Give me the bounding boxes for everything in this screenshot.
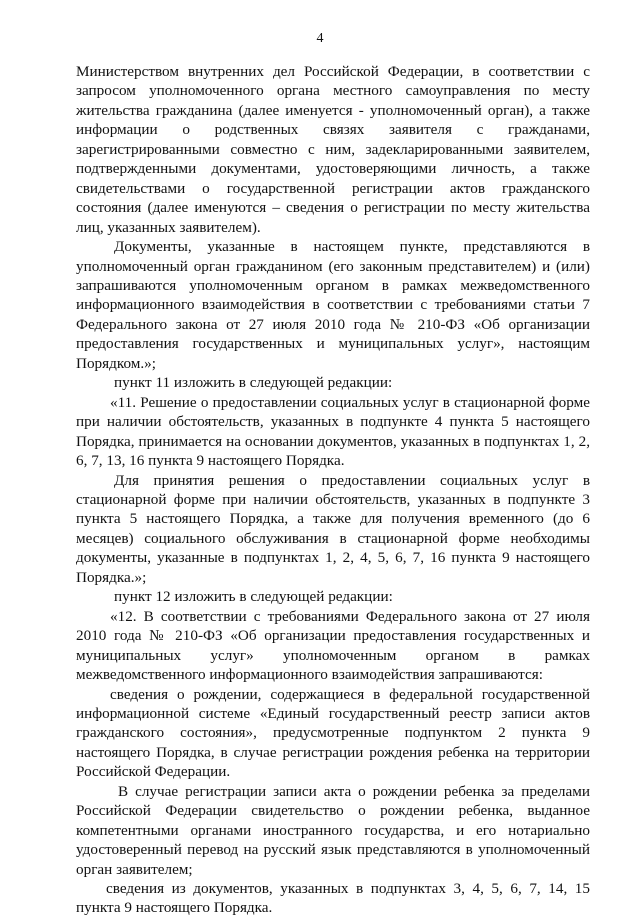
paragraph: Министерством внутренних дел Российской Федерации, в соответствии с запросом уполномоченного органа местного самоуправления по месту жительства гражданина (далее именуется - уполномоченный орган), а также информации о родственных связях заявителя с гражданами, зарегистрированными совместно с ним, задекларированными заявителем, подтвержденными документами, удостоверяющими личность, а также свидетельствами о государственной регистрации актов гражданского состояния (далее именуются – сведения о регистрации по месту жительства лиц, указанных заявителем).: [76, 63, 590, 236]
paragraph: «12. В соответствии с требованиями Федерального закона от 27 июля 2010 года № 210-ФЗ «Об организации предоставления государственных и муниципальных услуг» уполномоченным органом в рамках межведомственного информационного взаимодействия запрашиваются:: [76, 607, 590, 684]
document-body: [76, 62, 590, 918]
paragraph: В случае регистрации записи акта о рождении ребенка за пределами Российской Федерации свидетельство о рождении ребенка, выданное компетентными органами иностранного государства, и его нотариально удостоверенный перевод на русский язык представляются в уполномоченный орган заявителем;: [76, 782, 590, 878]
paragraph: «11. Решение о предоставлении социальных услуг в стационарной форме при наличии обстоятельств, указанных в подпункте 4 пункта 5 настоящего Порядка, принимается на основании документов, указанных в подпунктах 1, 2, 6, 7, 13, 16 пункта 9 настоящего Порядка.: [76, 393, 590, 470]
paragraph: Документы, указанные в настоящем пункте, представляются в уполномоченный орган гражданином (его законным представителем) и (или) запрашиваются уполномоченным органом в рамках межведомственного информационного взаимодействия в соответствии с требованиями статьи 7 Федерального закона от 27 июля 2010 года № 210-ФЗ «Об организации предоставления государственных и муниципальных услуг», настоящим Порядком.»;: [76, 238, 590, 372]
paragraph: пункт 11 изложить в следующей редакции:: [114, 374, 393, 392]
page-number: 4: [316, 31, 324, 46]
paragraph: пункт 12 изложить в следующей редакции:: [114, 588, 393, 606]
paragraph: сведения из документов, указанных в подпунктах 3, 4, 5, 6, 7, 14, 15 пункта 9 настоящего Порядка.: [76, 880, 590, 917]
paragraph: Для принятия решения о предоставлении социальных услуг в стационарной форме при наличии обстоятельств, указанных в подпункте 3 пункта 5 настоящего Порядка, а также для получения временного (до 6 месяцев) социального обслуживания в стационарной форме необходимы документы, указанные в подпунктах 1, 2, 4, 5, 6, 7, 16 пункта 9 настоящего Порядка.»;: [76, 471, 590, 586]
paragraph: сведения о рождении, содержащиеся в федеральной государственной информационной системе «Единый государственный реестр записи актов гражданского состояния», предусмотренные подпунктом 2 пункта 9 настоящего Порядка, в случае регистрации рождения ребенка на территории Российской Федерации.: [76, 685, 590, 781]
